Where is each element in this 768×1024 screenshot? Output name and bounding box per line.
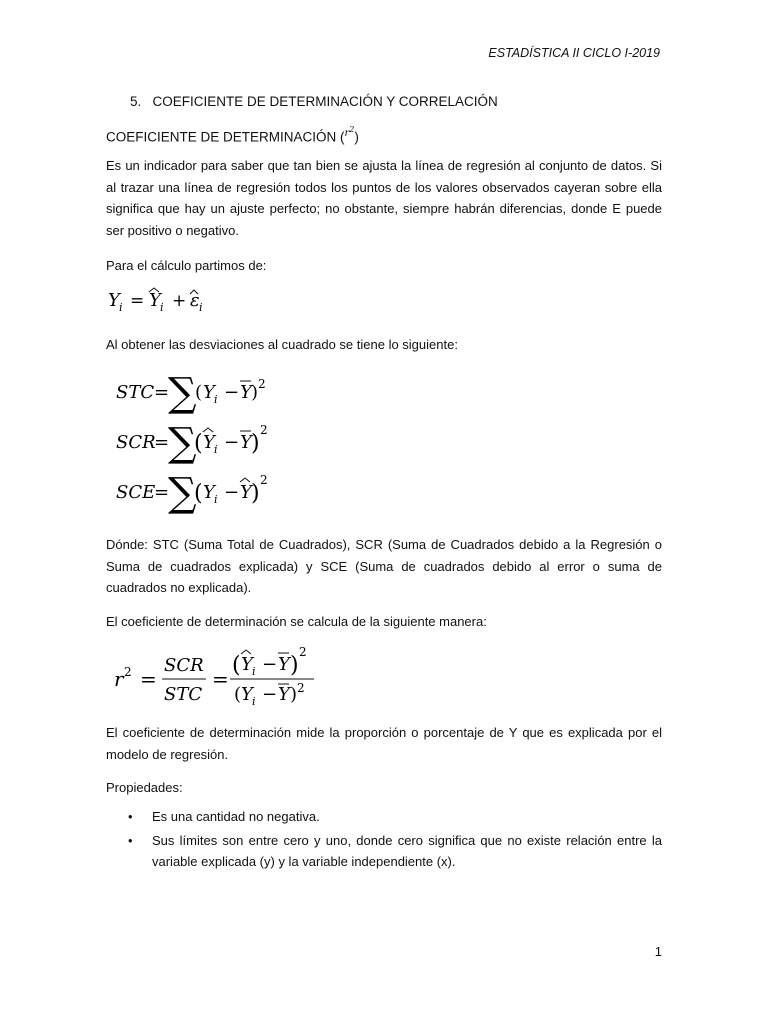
sce-exp: 2 — [260, 473, 268, 487]
properties-list — [106, 806, 662, 875]
stc-exp: 2 — [258, 377, 266, 391]
subsection-title — [106, 125, 359, 145]
list-item-text: Sus límites son entre cero y uno, donde cero significa que no existe relación entre la variable explicada (y) y la variable independiente (x). — [152, 832, 662, 869]
list-item-text: Es una cantidad no negativa. — [152, 809, 320, 824]
r2-den-exp: 2 — [297, 681, 305, 695]
stc-open: ( — [195, 382, 203, 403]
equation-model — [108, 284, 228, 322]
stc-sum: ∑ — [168, 370, 197, 416]
eq1-y: Y — [108, 290, 120, 311]
sce-sub: i — [214, 493, 218, 506]
eq1-eps-sub: i — [199, 301, 203, 314]
subsection-title-text: COEFICIENTE DE DETERMINACIÓN ( — [106, 129, 345, 145]
scr-sum: ∑ — [168, 420, 197, 466]
stc-lhs: STC — [116, 382, 155, 403]
equation-scr — [116, 418, 286, 468]
scr-ybar: Y — [240, 432, 252, 453]
stc-ybar: Y — [240, 382, 252, 403]
sce-lhs: SCE — [116, 482, 156, 503]
equation-sce — [116, 468, 286, 518]
scr-lhs: SCR — [116, 432, 156, 453]
bullet-icon: • — [128, 832, 133, 848]
r2-den-open: ( — [234, 684, 242, 705]
scr-sub: i — [214, 443, 218, 456]
sce-y: Y — [203, 482, 215, 503]
r2-num-exp: 2 — [299, 645, 307, 659]
r2-den: STC — [164, 684, 203, 705]
section-title: 5. COEFICIENTE DE DETERMINACIÓN Y CORRELACIÓN — [130, 94, 498, 109]
equation-r-squared — [114, 644, 344, 718]
sce-yhat: Y — [240, 482, 252, 503]
list-item — [106, 830, 662, 873]
running-header: ESTADÍSTICA II CICLO I-2019 — [488, 46, 660, 60]
page-number: 1 — [654, 944, 662, 959]
eq1-eps: ε — [190, 290, 200, 311]
eq1-yhat-sub: i — [160, 301, 164, 314]
bullet-icon: • — [128, 809, 133, 824]
sce-sum: ∑ — [168, 470, 197, 516]
sce-open: ( — [194, 481, 203, 506]
r2-exp: 2 — [124, 665, 132, 679]
sce-equals: = — [154, 482, 170, 503]
scr-yhat: Y — [203, 432, 215, 453]
list-item — [106, 806, 662, 828]
r2-den-minus: − — [262, 684, 278, 705]
eq1-yhat: Y — [149, 290, 161, 311]
scr-equals: = — [154, 432, 170, 453]
paragraph-definitions: Dónde: STC (Suma Total de Cuadrados), SCR (Suma de Cuadrados debido a la Regresión o Suma de cuadrados explicada) y SCE (Suma de cuadrados debido al error o suma de cuadrados no explicada). — [106, 537, 662, 595]
r2-num-ybar: Y — [278, 654, 290, 675]
paragraph-deviations: Al obtener las desviaciones al cuadrado se tiene lo siguiente: — [106, 337, 458, 352]
subsection-title-symbol: r2 — [344, 125, 355, 139]
r2-num: SCR — [164, 655, 204, 676]
r2-num-open: ( — [232, 653, 241, 678]
scr-open: ( — [194, 431, 203, 456]
stc-minus: − — [224, 382, 240, 403]
r2-den-y: Y — [241, 684, 253, 705]
r2-den-ybar: Y — [278, 684, 290, 705]
r2-num-close: ) — [290, 653, 299, 678]
subsection-title-close: ) — [354, 129, 359, 145]
r2-num-minus: − — [262, 654, 278, 675]
eq1-plus: + — [172, 291, 187, 311]
scr-minus: − — [224, 432, 240, 453]
paragraph-properties-heading: Propiedades: — [106, 780, 183, 795]
eq1-y-sub: i — [119, 301, 123, 314]
scr-close: ) — [251, 431, 260, 456]
paragraph-interpretation: El coeficiente de determinación mide la proporción o porcentaje de Y que es explicada por el modelo de regresión. — [106, 725, 662, 762]
stc-sub: i — [214, 393, 218, 406]
sce-minus: − — [224, 482, 240, 503]
r2-num-sub: i — [252, 665, 256, 678]
stc-close: ) — [251, 382, 259, 403]
paragraph-definition: Es un indicador para saber que tan bien se ajusta la línea de regresión al conjunto de datos. Si al trazar una línea de regresión todos los puntos de los valores observados cayeran sobre ella significa que hay un ajuste perfecto; no obstante, siempre habrán diferencias, donde E puede ser positivo o negativo. — [106, 158, 662, 238]
paragraph-calc-intro: Para el cálculo partimos de: — [106, 258, 267, 273]
r2-den-sub: i — [252, 695, 256, 708]
equation-stc — [116, 368, 286, 418]
stc-y: Y — [203, 382, 215, 403]
eq1-equals: = — [130, 291, 145, 311]
stc-equals: = — [154, 382, 170, 403]
paragraph-formula-intro: El coeficiente de determinación se calcula de la siguiente manera: — [106, 614, 487, 629]
r2-equals: = — [140, 667, 157, 691]
r2-den-close: ) — [290, 684, 298, 705]
r2-num-yhat: Y — [241, 654, 253, 675]
r2-lhs: r — [114, 667, 124, 691]
r2-equals-2: = — [212, 667, 229, 691]
scr-exp: 2 — [260, 423, 268, 437]
sce-close: ) — [251, 481, 260, 506]
